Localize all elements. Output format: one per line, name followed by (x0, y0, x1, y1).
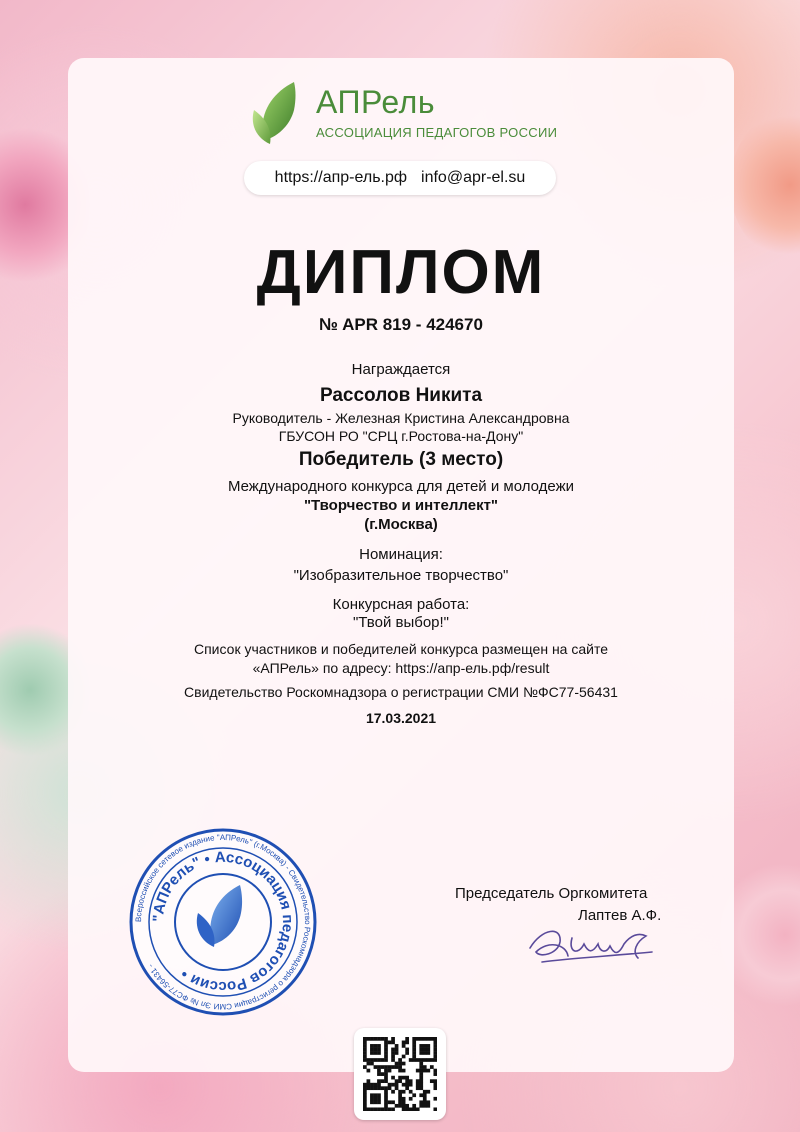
diploma-date: 17.03.2021 (365, 710, 437, 726)
list-info-line2: «АПРель» по адресу: https://апр-ель.рф/result (252, 660, 550, 676)
nomination-label: Номинация: (359, 546, 443, 563)
logo-subtitle: АССОЦИАЦИЯ ПЕДАГОГОВ РОССИИ (316, 125, 558, 140)
awarded-label: Награждается (351, 361, 451, 378)
signature-title: Председатель Оргкомитета (455, 885, 648, 902)
recipient-name: Рассолов Никита (319, 385, 483, 406)
stamp-outer-text: Всероссийское сетевое издание "АПРель" (г.Москва) - Свидетельство Роскомнадзора о регистрации СМИ Эл № ФС77-56431 - (133, 832, 313, 1012)
contest-city: (г.Москва) (364, 516, 438, 533)
qr-code[interactable] (354, 1028, 446, 1120)
list-info-line1: Список участников и победителей конкурса размещен на сайте (193, 641, 608, 657)
email-link[interactable]: info@apr-el.su (421, 169, 526, 186)
organization-line: ГБУСОН РО "СРЦ г.Ростова-на-Дону" (278, 428, 524, 444)
background-ornament (730, 110, 800, 260)
organization-stamp (128, 827, 318, 1017)
diploma-title: ДИПЛОМ (256, 238, 546, 307)
certificate-line: Свидетельство Роскомнадзора о регистрации СМИ №ФС77-56431 (184, 684, 618, 700)
diploma-number: № APR 819 - 424670 (319, 315, 483, 334)
website-link[interactable]: https://апр-ель.рф (274, 169, 408, 186)
stamp-inner-text: "АПРель" • Ассоциация педагогов России • (149, 848, 297, 996)
leaf-logo-icon (250, 80, 306, 148)
logo-name: АПРель (316, 84, 435, 120)
contacts-bar (244, 161, 556, 195)
handwritten-signature (522, 918, 662, 970)
qr-code-icon (363, 1037, 437, 1111)
signature-name: Лаптев А.Ф. (578, 907, 662, 924)
work-value: "Твой выбор!" (352, 614, 450, 631)
supervisor-line: Руководитель - Железная Кристина Александровна (232, 410, 570, 426)
contest-type: Международного конкурса для детей и молодежи (227, 478, 575, 495)
organization-logo (250, 80, 560, 150)
place-line: Победитель (3 место) (298, 449, 504, 470)
work-label: Конкурсная работа: (332, 596, 470, 613)
nomination-value: "Изобразительное творчество" (293, 567, 509, 584)
contest-name: "Творчество и интеллект" (303, 497, 499, 514)
